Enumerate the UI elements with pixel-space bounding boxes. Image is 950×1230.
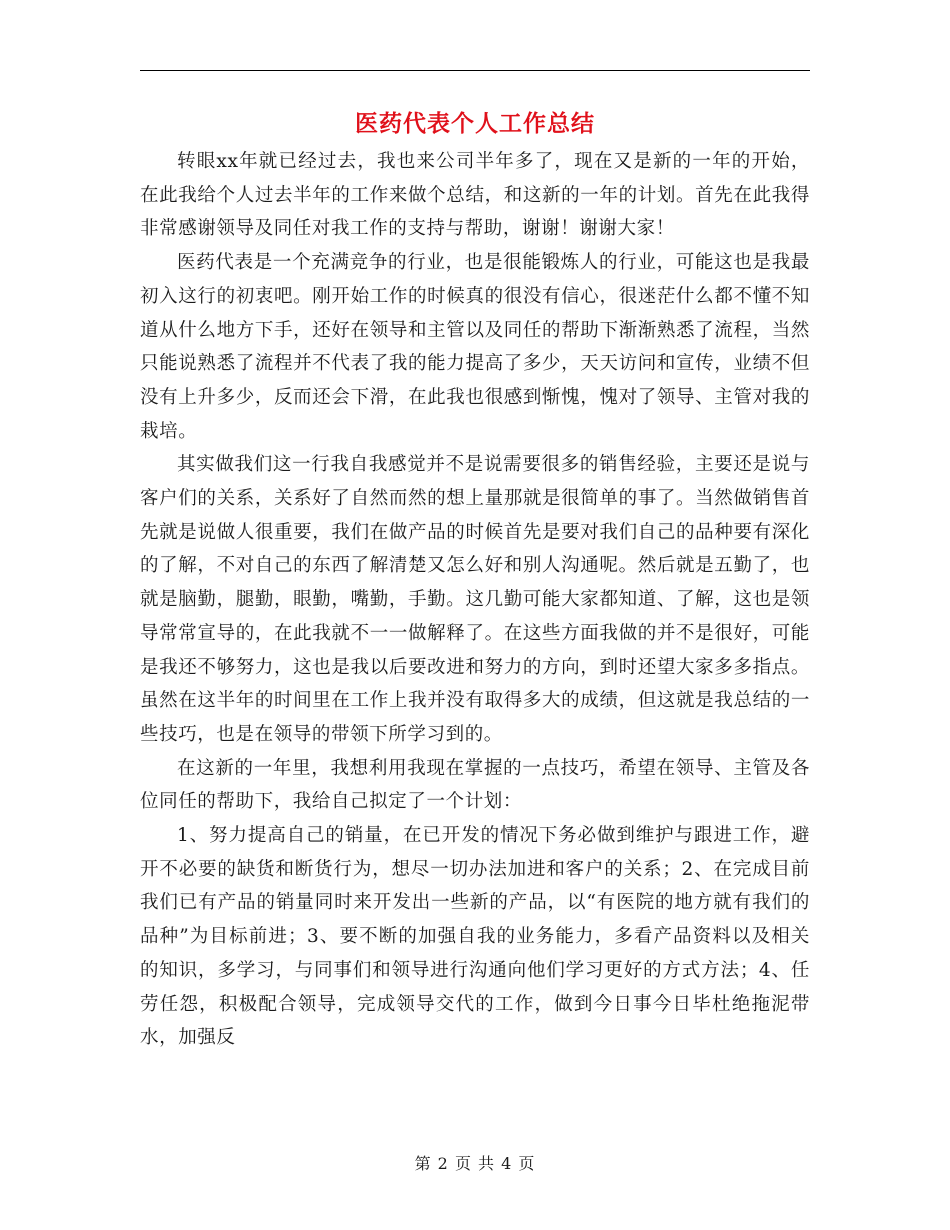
paragraph: 转眼xx年就已经过去，我也来公司半年多了，现在又是新的一年的开始，在此我给个人过去半年的工作来做个总结，和这新的一年的计划。首先在此我得非常感谢领导及同任对我工作的支持与帮助，谢谢！谢谢大家！ [140,151,810,240]
document-body [140,145,810,1055]
header-rule [140,70,810,71]
paragraph: 在这新的一年里，我想利用我现在掌握的一点技巧，希望在领导、主管及各位同任的帮助下，我给自己拟定了一个计划： [140,757,810,813]
paragraph: 其实做我们这一行我自我感觉并不是说需要很多的销售经验，主要还是说与客户们的关系，关系好了自然而然的想上量那就是很简单的事了。当然做销售首先就是说做人很重要，我们在做产品的时候首先是要对我们自己的品种要有深化的了解，不对自己的东西了解清楚又怎么好和别人沟通呢。然后就是五勤了，也就是脑勤，腿勤，眼勤，嘴勤，手勤。这几勤可能大家都知道、了解，这也是领导常常宣导的，在此我就不一一做解释了。在这些方面我做的并不是很好，可能是我还不够努力，这也是我以后要改进和努力的方向，到时还望大家多多指点。虽然在这半年的时间里在工作上我并没有取得多大的成绩，但这就是我总结的一些技巧，也是在领导的带领下所学习到的。 [140,454,810,745]
page-number-footer: 第 2 页 共 4 页 [414,1154,536,1173]
paragraph: 1、努力提高自己的销量，在已开发的情况下务必做到维护与跟进工作，避开不必要的缺货和断货行为，想尽一切办法加进和客户的关系；2、在完成目前我们已有产品的销量同时来开发出一些新的产品，以“有医院的地方就有我们的品种”为目标前进；3、要不断的加强自我的业务能力，多看产品资料以及相关的知识，多学习，与同事们和领导进行沟通向他们学习更好的方式方法；4、任劳任怨，积极配合领导，完成领导交代的工作，做到今日事今日毕杜绝拖泥带水，加强反 [140,825,810,1049]
document-title: 医药代表个人工作总结 [355,110,595,137]
paragraph: 医药代表是一个充满竞争的行业，也是很能锻炼人的行业，可能这也是我最初入这行的初衷吧。刚开始工作的时候真的很没有信心，很迷茫什么都不懂不知道从什么地方下手，还好在领导和主管以及同任的帮助下渐渐熟悉了流程，当然只能说熟悉了流程并不代表了我的能力提高了多少，天天访问和宣传，业绩不但没有上升多少，反而还会下滑，在此我也很感到惭愧，愧对了领导、主管对我的栽培。 [140,252,810,442]
